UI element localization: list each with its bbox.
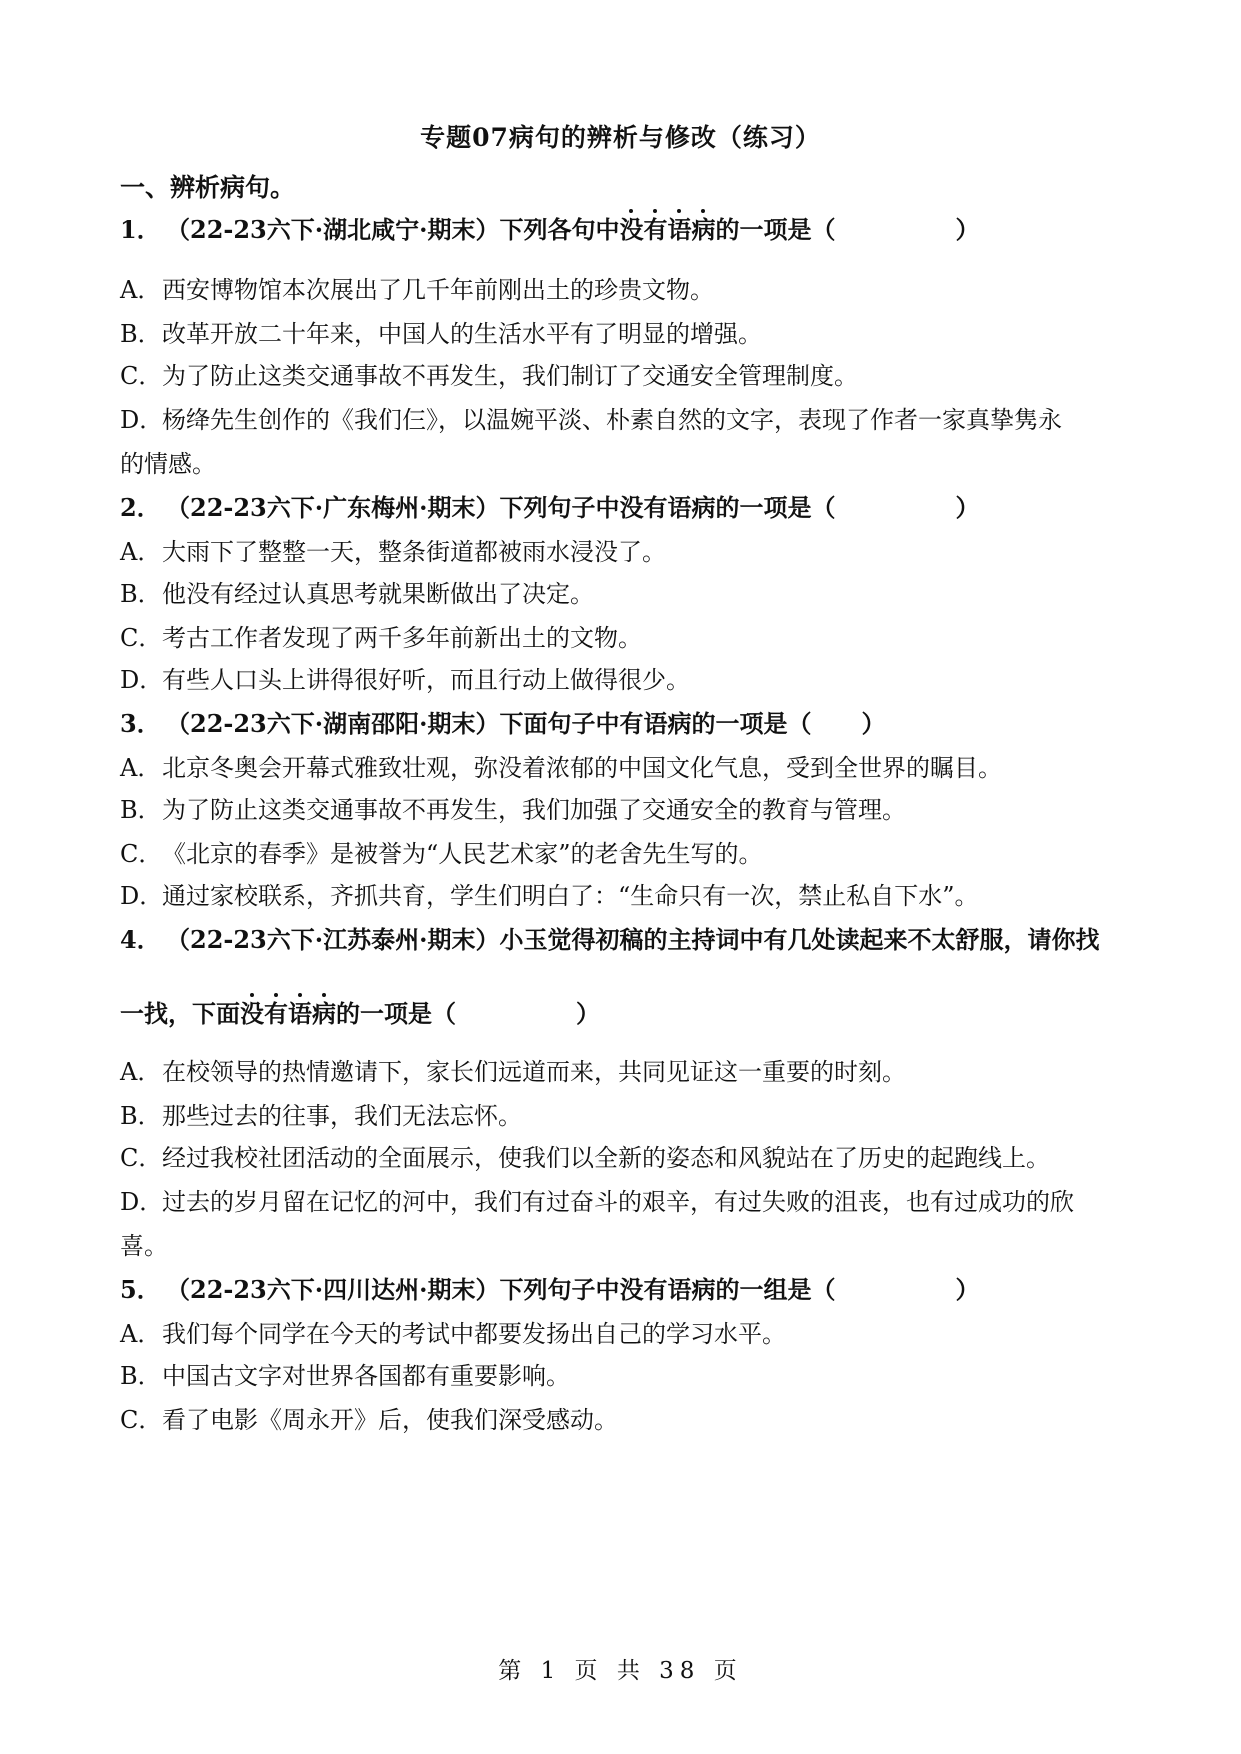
answer-paren-close: ）	[861, 709, 886, 738]
option-d: D．杨绛先生创作的《我们仨》，以温婉平淡、朴素自然的文字，表现了作者一家真挚隽永	[120, 406, 1062, 434]
option-d: D．通过家校联系，齐抓共育，学生们明白了：“生命只有一次，禁止私自下水”。	[120, 882, 979, 910]
question-2	[120, 488, 979, 523]
option-c: C．看了电影《周永开》后，使我们深受感动。	[120, 1406, 618, 1434]
page-footer: 第 1 页 共 38 页	[498, 1658, 743, 1684]
question-stem: 的一项是（	[715, 215, 836, 244]
emphasis-char: 没	[619, 215, 644, 244]
emphasis-char: 没	[240, 999, 264, 1028]
answer-paren-close: ）	[576, 999, 600, 1028]
question-number: 2．	[120, 493, 161, 522]
question-number: 1．	[120, 215, 161, 244]
emphasis-char: 有	[643, 215, 668, 244]
option-d: D．过去的岁月留在记忆的河中，我们有过奋斗的艰辛，有过失败的沮丧，也有过成功的欣	[120, 1188, 1074, 1216]
question-stem: 下列各句中	[499, 215, 620, 244]
question-4	[120, 920, 1099, 955]
option-b: B．中国古文字对世界各国都有重要影响。	[120, 1362, 570, 1390]
option-c: C．《北京的春季》是被誉为“人民艺术家”的老舍先生写的。	[120, 840, 763, 868]
option-b: B．改革开放二十年来，中国人的生活水平有了明显的增强。	[120, 320, 762, 348]
option-c: C．经过我校社团活动的全面展示，使我们以全新的姿态和风貌站在了历史的起跑线上。	[120, 1144, 1050, 1172]
emphasis-char: 有	[264, 999, 288, 1028]
answer-paren-close: ）	[955, 215, 980, 244]
option-b: B．那些过去的往事，我们无法忘怀。	[120, 1102, 522, 1130]
question-stem: 一找，下面	[120, 999, 240, 1028]
option-b: B．他没有经过认真思考就果断做出了决定。	[120, 580, 594, 608]
option-c: C．考古工作者发现了两千多年前新出土的文物。	[120, 624, 642, 652]
page-title: 专题07病句的辨析与修改（练习）	[420, 123, 821, 152]
emphasis-char: 病	[691, 215, 716, 244]
question-stem: （22-23六下·广东梅州·期末）下列句子中没有语病的一项是（	[166, 493, 836, 522]
question-number: 4．	[120, 925, 161, 954]
answer-paren-close: ）	[955, 1275, 980, 1304]
option-d: D．有些人口头上讲得很好听，而且行动上做得很少。	[120, 666, 690, 694]
question-stem: （22-23六下·湖南邵阳·期末）下面句子中有语病的一项是（	[166, 709, 812, 738]
question-number: 5．	[120, 1275, 161, 1304]
question-5	[120, 1270, 979, 1305]
option-d-continued: 的情感。	[120, 450, 216, 478]
question-1	[120, 210, 979, 245]
option-a: A．大雨下了整整一天，整条街道都被雨水浸没了。	[120, 538, 666, 566]
answer-paren-close: ）	[955, 493, 980, 522]
question-stem: （22-23六下·江苏泰州·期末）小玉觉得初稿的主持词中有几处读起来不太舒服，请你找	[166, 925, 1100, 954]
emphasis-char: 病	[312, 999, 336, 1028]
option-a: A．西安博物馆本次展出了几千年前刚出土的珍贵文物。	[120, 276, 714, 304]
question-number: 3．	[120, 709, 161, 738]
question-stem: （22-23六下·四川达州·期末）下列句子中没有语病的一组是（	[166, 1275, 836, 1304]
question-4-continued	[120, 994, 600, 1029]
section-heading: 一、辨析病句。	[120, 173, 296, 202]
emphasis-char: 语	[667, 215, 692, 244]
option-a: A．在校领导的热情邀请下，家长们远道而来，共同见证这一重要的时刻。	[120, 1058, 906, 1086]
question-source: （22-23六下·湖北咸宁·期末）	[166, 215, 500, 244]
question-3	[120, 704, 885, 739]
option-a: A．北京冬奥会开幕式雅致壮观，弥没着浓郁的中国文化气息，受到全世界的瞩目。	[120, 754, 1002, 782]
question-stem: 的一项是（	[336, 999, 456, 1028]
option-d-continued: 喜。	[120, 1232, 168, 1260]
emphasis-char: 语	[288, 999, 312, 1028]
option-a: A．我们每个同学在今天的考试中都要发扬出自己的学习水平。	[120, 1320, 786, 1348]
option-b: B．为了防止这类交通事故不再发生，我们加强了交通安全的教育与管理。	[120, 796, 906, 824]
option-c: C．为了防止这类交通事故不再发生，我们制订了交通安全管理制度。	[120, 362, 858, 390]
